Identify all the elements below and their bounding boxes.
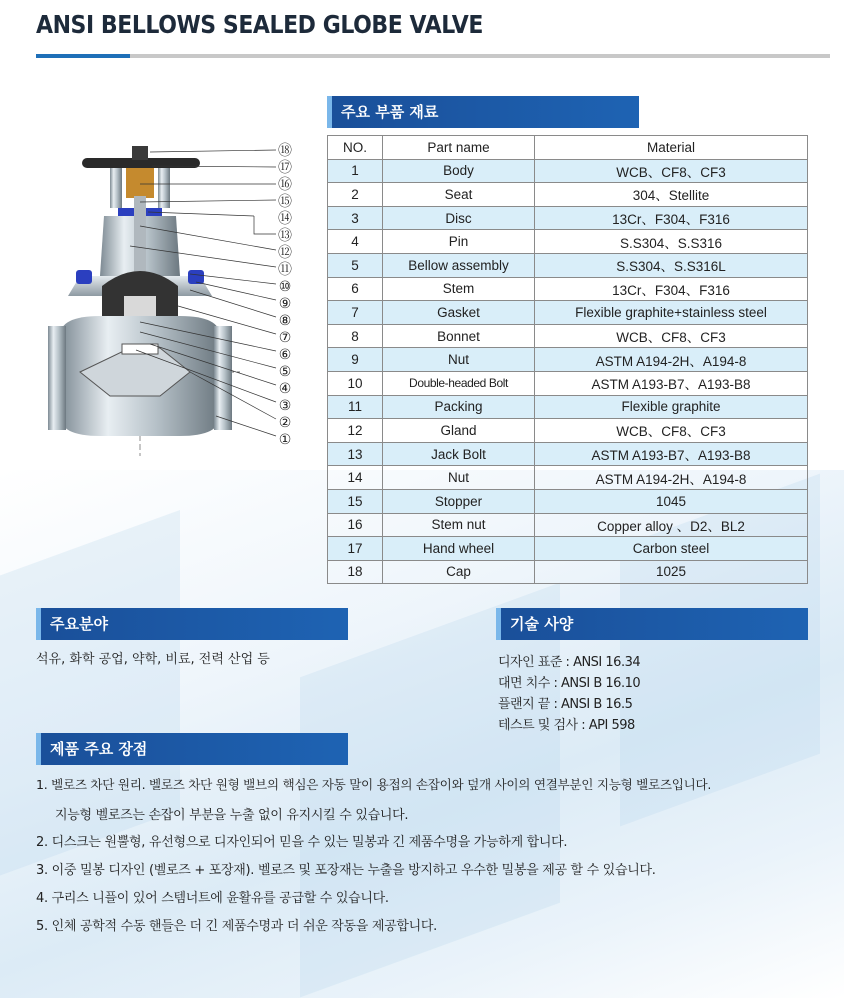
row-no: 13: [328, 442, 383, 466]
spec-flange-end: 플랜지 끝 : ANSI B 16.5: [498, 697, 633, 712]
callout-11: ⑪: [278, 262, 292, 278]
specs-heading: 기술 사양: [496, 608, 808, 640]
parts-section-heading: 주요 부품 재료: [327, 96, 639, 128]
table-row: [328, 183, 808, 207]
col-header-material: Material: [535, 136, 808, 160]
callout-16: ⑯: [278, 177, 292, 193]
row-no: 17: [328, 537, 383, 561]
callout-14: ⑭: [278, 211, 292, 227]
table-row: [328, 419, 808, 443]
title-underline: [36, 54, 830, 58]
callout-7: ⑦: [278, 330, 292, 346]
row-no: 18: [328, 560, 383, 584]
callout-10: ⑩: [278, 279, 292, 295]
table-row: [328, 537, 808, 561]
table-row: [328, 489, 808, 513]
row-material: 1045: [535, 489, 808, 513]
callout-9: ⑨: [278, 296, 292, 312]
row-part: Gasket: [383, 301, 535, 325]
valve-cross-section-diagram: [40, 136, 310, 476]
row-material: S.S304、S.S316: [535, 230, 808, 254]
advantage-1: 1. 벨로즈 차단 원리. 벨로즈 차단 원형 밸브의 핵심은 자동 말이 용접의 손잡이와 덮개 사이의 연결부분인 지능형 벨로즈입니다.: [36, 777, 712, 792]
row-no: 6: [328, 277, 383, 301]
row-part: Gland: [383, 419, 535, 443]
advantages-heading: 제품 주요 장점: [36, 733, 348, 765]
row-no: 8: [328, 324, 383, 348]
spec-test-inspection: 테스트 및 검사 : API 598: [498, 718, 635, 733]
row-no: 1: [328, 159, 383, 183]
callout-2: ②: [278, 415, 292, 431]
row-material: 13Cr、F304、F316: [535, 206, 808, 230]
title-underline-accent: [36, 54, 130, 58]
callout-5: ⑤: [278, 364, 292, 380]
row-material: Carbon steel: [535, 537, 808, 561]
col-header-part-name: Part name: [383, 136, 535, 160]
row-material: ASTM A194-2H、A194-8: [535, 466, 808, 490]
row-part: Double-headed Bolt: [383, 371, 535, 395]
callout-12: ⑫: [278, 245, 292, 261]
row-material: ASTM A193-B7、A193-B8: [535, 371, 808, 395]
row-no: 9: [328, 348, 383, 372]
row-part: Stem nut: [383, 513, 535, 537]
row-material: ASTM A194-2H、A194-8: [535, 348, 808, 372]
table-row: [328, 253, 808, 277]
table-row: [328, 371, 808, 395]
row-part: Stem: [383, 277, 535, 301]
row-part: Body: [383, 159, 535, 183]
row-material: Copper alloy 、D2、BL2: [535, 513, 808, 537]
row-material: S.S304、S.S316L: [535, 253, 808, 277]
spec-design-standard: 디자인 표준 : ANSI 16.34: [498, 655, 641, 670]
callout-6: ⑥: [278, 347, 292, 363]
applications-heading: 주요분야: [36, 608, 348, 640]
table-row: [328, 348, 808, 372]
row-part: Disc: [383, 206, 535, 230]
advantage-2: 2. 디스크는 원뿔형, 유선형으로 디자인되어 믿을 수 있는 밀봉과 긴 제품수명을 가능하게 합니다.: [36, 835, 568, 850]
row-material: ASTM A193-B7、A193-B8: [535, 442, 808, 466]
row-no: 16: [328, 513, 383, 537]
row-no: 15: [328, 489, 383, 513]
callout-15: ⑮: [278, 194, 292, 210]
row-material: Flexible graphite+stainless steel: [535, 301, 808, 325]
advantage-4: 4. 구리스 니플이 있어 스템너트에 윤활유를 공급할 수 있습니다.: [36, 891, 389, 906]
table-row: [328, 395, 808, 419]
row-no: 12: [328, 419, 383, 443]
callout-18: ⑱: [278, 143, 292, 159]
callout-3: ③: [278, 398, 292, 414]
table-row: [328, 159, 808, 183]
row-part: Packing: [383, 395, 535, 419]
row-no: 2: [328, 183, 383, 207]
row-no: 7: [328, 301, 383, 325]
row-material: WCB、CF8、CF3: [535, 419, 808, 443]
row-no: 3: [328, 206, 383, 230]
callout-1: ①: [278, 432, 292, 448]
applications-text: 석유, 화학 공업, 약학, 비료, 전력 산업 등: [36, 652, 270, 667]
callout-8: ⑧: [278, 313, 292, 329]
row-no: 5: [328, 253, 383, 277]
row-part: Nut: [383, 348, 535, 372]
row-part: Cap: [383, 560, 535, 584]
table-row: [328, 324, 808, 348]
table-row: [328, 513, 808, 537]
row-part: Jack Bolt: [383, 442, 535, 466]
table-row: [328, 560, 808, 584]
row-part: Seat: [383, 183, 535, 207]
page-title: ANSI BELLOWS SEALED GLOBE VALVE: [36, 10, 483, 39]
row-part: Nut: [383, 466, 535, 490]
advantage-5: 5. 인체 공학적 수동 핸들은 더 긴 제품수명과 더 쉬운 작동을 제공합니다.: [36, 919, 438, 934]
row-part: Bellow assembly: [383, 253, 535, 277]
callout-17: ⑰: [278, 160, 292, 176]
advantage-1-cont: 지능형 벨로즈는 손잡이 부분을 누출 없이 유지시킬 수 있습니다.: [55, 808, 409, 823]
table-row: [328, 206, 808, 230]
spec-face-to-face: 대면 치수 : ANSI B 16.10: [498, 676, 641, 691]
advantage-3: 3. 이중 밀봉 디자인 (벨로즈 + 포장재). 벨로즈 및 포장재는 누출을 방지하고 우수한 밀봉을 제공 할 수 있습니다.: [36, 863, 656, 878]
table-row: [328, 466, 808, 490]
row-no: 11: [328, 395, 383, 419]
row-part: Hand wheel: [383, 537, 535, 561]
callout-13: ⑬: [278, 228, 292, 244]
row-material: Flexible graphite: [535, 395, 808, 419]
parts-material-table: [327, 135, 808, 584]
row-no: 14: [328, 466, 383, 490]
table-row: [328, 230, 808, 254]
row-material: WCB、CF8、CF3: [535, 324, 808, 348]
callout-4: ④: [278, 381, 292, 397]
table-row: [328, 301, 808, 325]
row-part: Bonnet: [383, 324, 535, 348]
row-part: Stopper: [383, 489, 535, 513]
row-material: WCB、CF8、CF3: [535, 159, 808, 183]
col-header-no: NO.: [328, 136, 383, 160]
row-no: 10: [328, 371, 383, 395]
table-header-row: [328, 136, 808, 160]
row-material: 304、Stellite: [535, 183, 808, 207]
row-material: 13Cr、F304、F316: [535, 277, 808, 301]
table-row: [328, 277, 808, 301]
row-part: Pin: [383, 230, 535, 254]
row-no: 4: [328, 230, 383, 254]
row-material: 1025: [535, 560, 808, 584]
table-row: [328, 442, 808, 466]
